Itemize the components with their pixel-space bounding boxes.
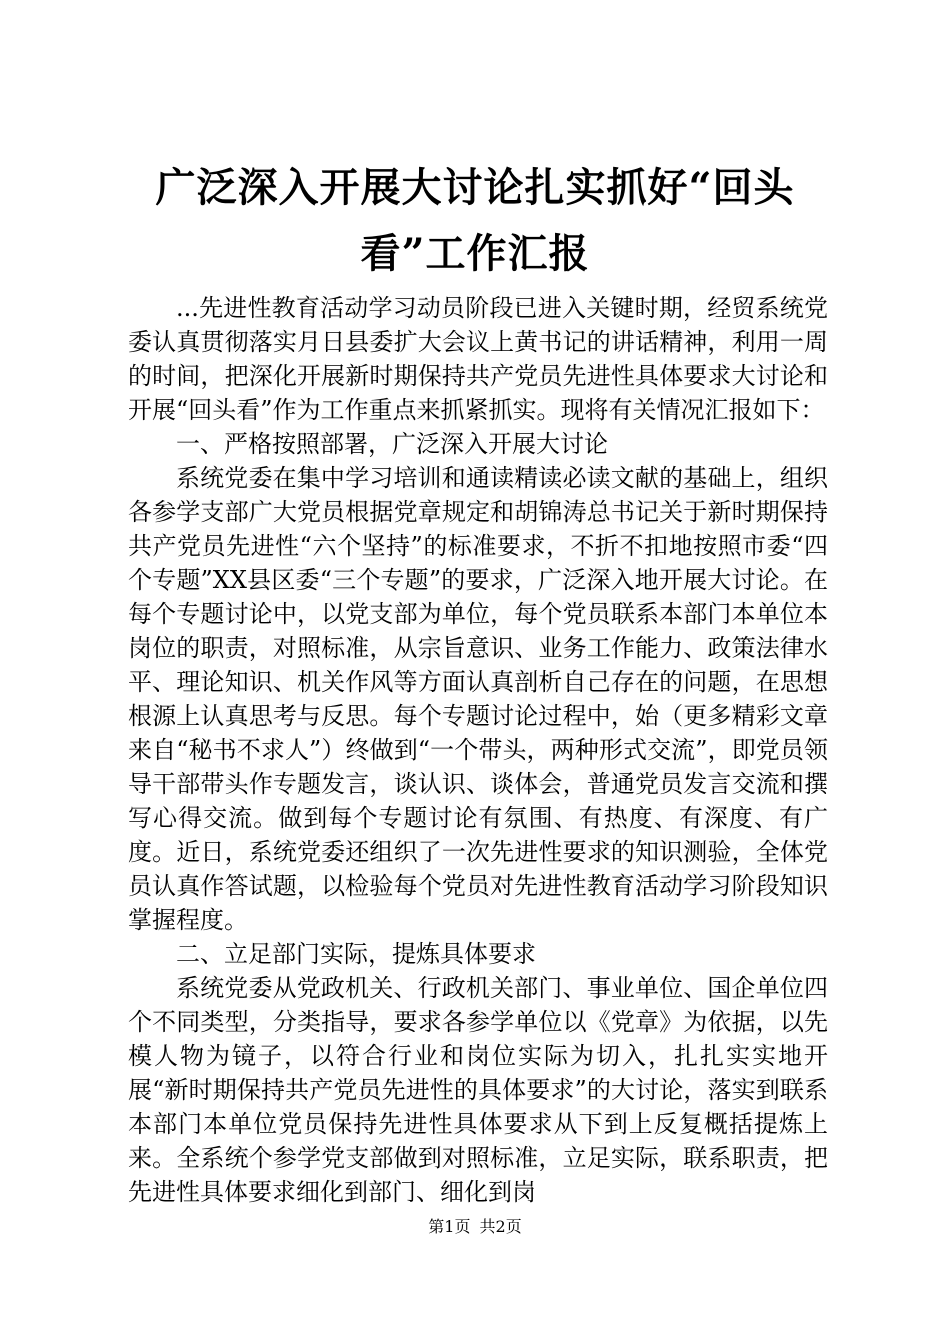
paragraph-section-1: 系统党委在集中学习培训和通读精读必读文献的基础上，组织各参学支部广大党员根据党章规定和胡锦涛总书记关于新时期保持共产党员先进性“六个坚持”的标准要求，不折不扣地按照市委“四个专题”XX县区委“三个专题”的要求，广泛深入地开展大讨论。在每个专题讨论中，以党支部为单位，每个党员联系本部门本单位本岗位的职责，对照标准，从宗旨意识、业务工作能力、政策法律水平、理论知识、机关作风等方面认真剖析自己存在的问题，在思想根源上认真思考与反思。每个专题讨论过程中，始（更多精彩文章来自“秘书不求人”）终做到“一个带头，两种形式交流”，即党员领导干部带头作专题发言，谈认识、谈体会，普通党员发言交流和撰写心得交流。做到每个专题讨论有氛围、有热度、有深度、有广度。近日，系统党委还组织了一次先进性要求的知识测验，全体党员认真作答试题，以检验每个党员对先进性教育活动学习阶段知识掌握程度。 <box>128 464 828 934</box>
document-body <box>128 291 828 1209</box>
section-heading-2: 二、立足部门实际，提炼具体要求 <box>176 940 536 968</box>
section-heading-1: 一、严格按照部署，广泛深入开展大讨论 <box>176 430 608 458</box>
paragraph-section-2: 系统党委从党政机关、行政机关部门、事业单位、国企单位四个不同类型，分类指导，要求各参学单位以《党章》为依据，以先模人物为镜子，以符合行业和岗位实际为切入，扎扎实实地开展“新时期保持共产党员先进性的具体要求”的大讨论，落实到联系本部门本单位党员保持先进性具体要求从下到上反复概括提炼上来。全系统个参学党支部做到对照标准，立足实际，联系职责，把先进性具体要求细化到部门、细化到岗 <box>128 974 828 1206</box>
paragraph-intro: ...先进性教育活动学习动员阶段已进入关键时期，经贸系统党委认真贯彻落实月日县委扩大会议上黄书记的讲话精神，利用一周的时间，把深化开展新时期保持共产党员先进性具体要求大讨论和开展“回头看”作为工作重点来抓紧抓实。现将有关情况汇报如下： <box>128 294 828 424</box>
page-number: 第1页 <box>428 1217 471 1236</box>
document-title: 广泛深入开展大讨论扎实抓好“回头看”工作汇报 <box>155 164 795 277</box>
page-total: 共2页 <box>479 1217 522 1236</box>
page-footer <box>0 1215 950 1239</box>
